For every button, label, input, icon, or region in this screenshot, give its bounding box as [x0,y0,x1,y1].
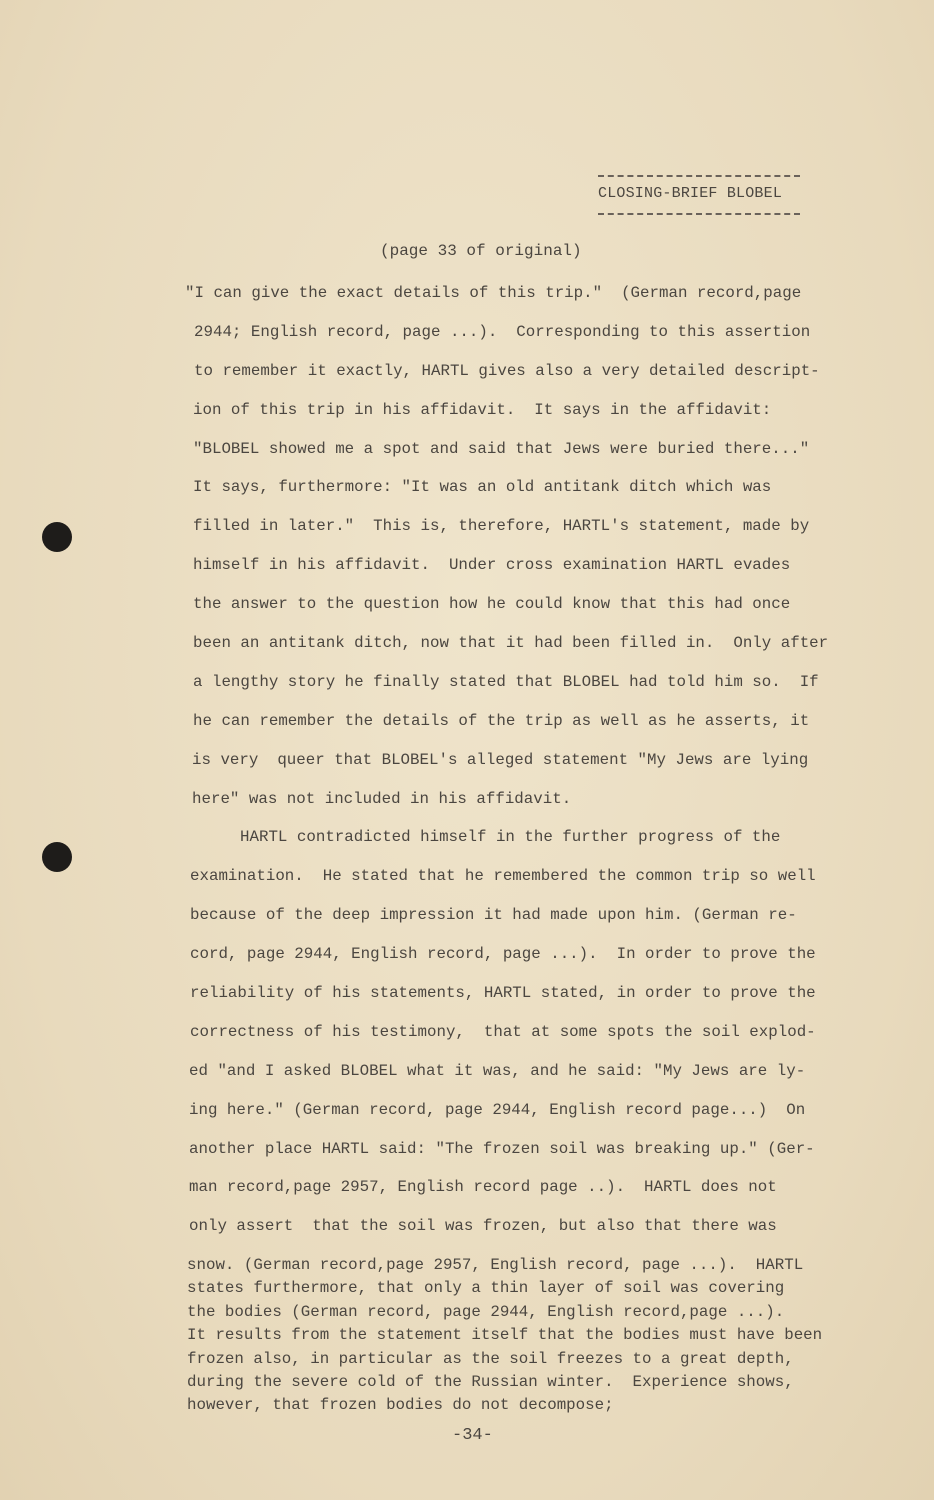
text-line: ed "and I asked BLOBEL what it was, and he said: "My Jews are ly- [189,1061,806,1080]
text-line: here" was not included in his affidavit. [192,789,572,808]
body-text [0,282,934,1254]
text-line: 2944; English record, page ...). Corresponding to this assertion [194,322,811,341]
text-line: however, that frozen bodies do not decompose; [187,1396,614,1415]
text-line: ion of this trip in his affidavit. It says in the affidavit: [193,400,772,419]
text-line: the answer to the question how he could know that this had once [193,595,791,614]
text-line: been an antitank ditch, now that it had been filled in. Only after [193,634,829,653]
text-line: examination. He stated that he remembered the common trip so well [190,867,816,886]
text-line: "BLOBEL showed me a spot and said that Jews were buried there..." [193,439,810,458]
text-line: ing here." (German record, page 2944, English record page...) On [189,1100,806,1119]
text-line: to remember it exactly, HARTL gives also a very detailed descript- [194,361,820,380]
body-text-continued [187,1254,822,1418]
text-line: correctness of his testimony, that at some spots the soil explod- [190,1022,816,1041]
page-reference: (page 33 of original) [380,242,582,260]
text-line: is very queer that BLOBEL's alleged statement "My Jews are lying [192,750,809,769]
text-line: frozen also, in particular as the soil freezes to a great depth, [187,1349,794,1368]
header-rule-bottom [598,213,800,215]
text-line: reliability of his statements, HARTL stated, in order to prove the [190,984,816,1003]
header-rule-top [598,175,800,177]
text-line: snow. (German record,page 2957, English record, page ...). HARTL [187,1256,804,1274]
text-line: It says, furthermore: "It was an old antitank ditch which was [193,478,772,497]
text-line: cord, page 2944, English record, page ...). In order to prove the [190,945,816,964]
document-title: CLOSING-BRIEF BLOBEL [598,185,783,202]
text-line: another place HARTL said: "The frozen soil was breaking up." (Ger- [189,1139,815,1158]
text-line: a lengthy story he finally stated that BLOBEL had told him so. If [193,672,819,691]
text-line: It results from the statement itself that the bodies must have been [187,1326,823,1345]
text-line: filled in later." This is, therefore, HARTL's statement, made by [193,517,810,536]
text-line: "I can give the exact details of this trip." (German record,page [185,284,802,302]
text-line: man record,page 2957, English record page ..). HARTL does not [189,1178,777,1197]
text-line: because of the deep impression it had made upon him. (German re- [190,906,797,925]
text-line: the bodies (German record, page 2944, English record,page ...). [187,1302,785,1321]
text-line: during the severe cold of the Russian winter. Experience shows, [187,1372,794,1391]
text-line: only assert that the soil was frozen, but also that there was [189,1217,777,1236]
text-line: he can remember the details of the trip as well as he asserts, it [193,711,810,730]
page-number: -34- [452,1426,493,1445]
text-line: states furthermore, that only a thin layer of soil was covering [187,1279,785,1298]
text-line: himself in his affidavit. Under cross examination HARTL evades [193,556,791,575]
text-line: HARTL contradicted himself in the further progress of the [240,828,781,847]
